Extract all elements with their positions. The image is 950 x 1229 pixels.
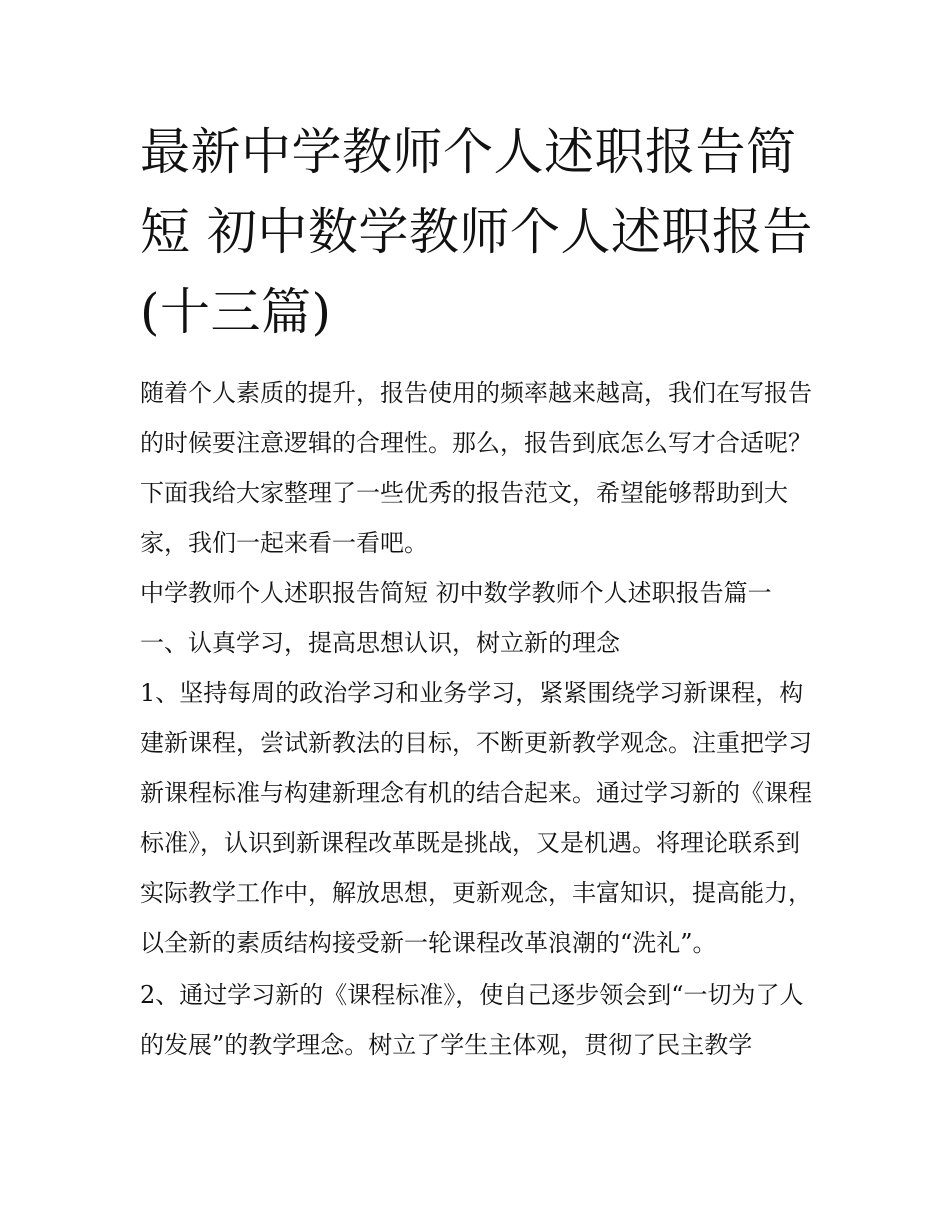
section-subheading: 一、认真学习，提高思想认识，树立新的理念 bbox=[140, 629, 620, 657]
intro-paragraph: 随着个人素质的提升，报告使用的频率越来越高，我们在写报告的时候要注意逻辑的合理性。那么，报告到底怎么写才合适呢？下面我给大家整理了一些优秀的报告范文，希望能够帮助到大家，我们一起来看一看吧。 bbox=[140, 379, 812, 557]
paragraph-2: 2、通过学习新的《课程标准》，使自己逐步领会到“一切为了人的发展”的教学理念。树立了学生主体观，贯彻了民主教学 bbox=[140, 981, 804, 1059]
section-title: 中学教师个人述职报告简短 初中数学教师个人述职报告篇一 bbox=[140, 579, 772, 607]
document-body bbox=[140, 112, 815, 1070]
paragraph-1: 1、坚持每周的政治学习和业务学习，紧紧围绕学习新课程，构建新课程，尝试新教法的目标，不断更新教学观念。注重把学习新课程标准与构建新理念有机的结合起来。通过学习新的《课程标准》，认识到新课程改革既是挑战，又是机遇。将理论联系到实际教学工作中，解放思想，更新观念，丰富知识，提高能力，以全新的素质结构接受新一轮课程改革浪潮的“洗礼”。 bbox=[140, 679, 812, 957]
document-title: 最新中学教师个人述职报告简短 初中数学教师个人述职报告(十三篇) bbox=[140, 123, 813, 341]
